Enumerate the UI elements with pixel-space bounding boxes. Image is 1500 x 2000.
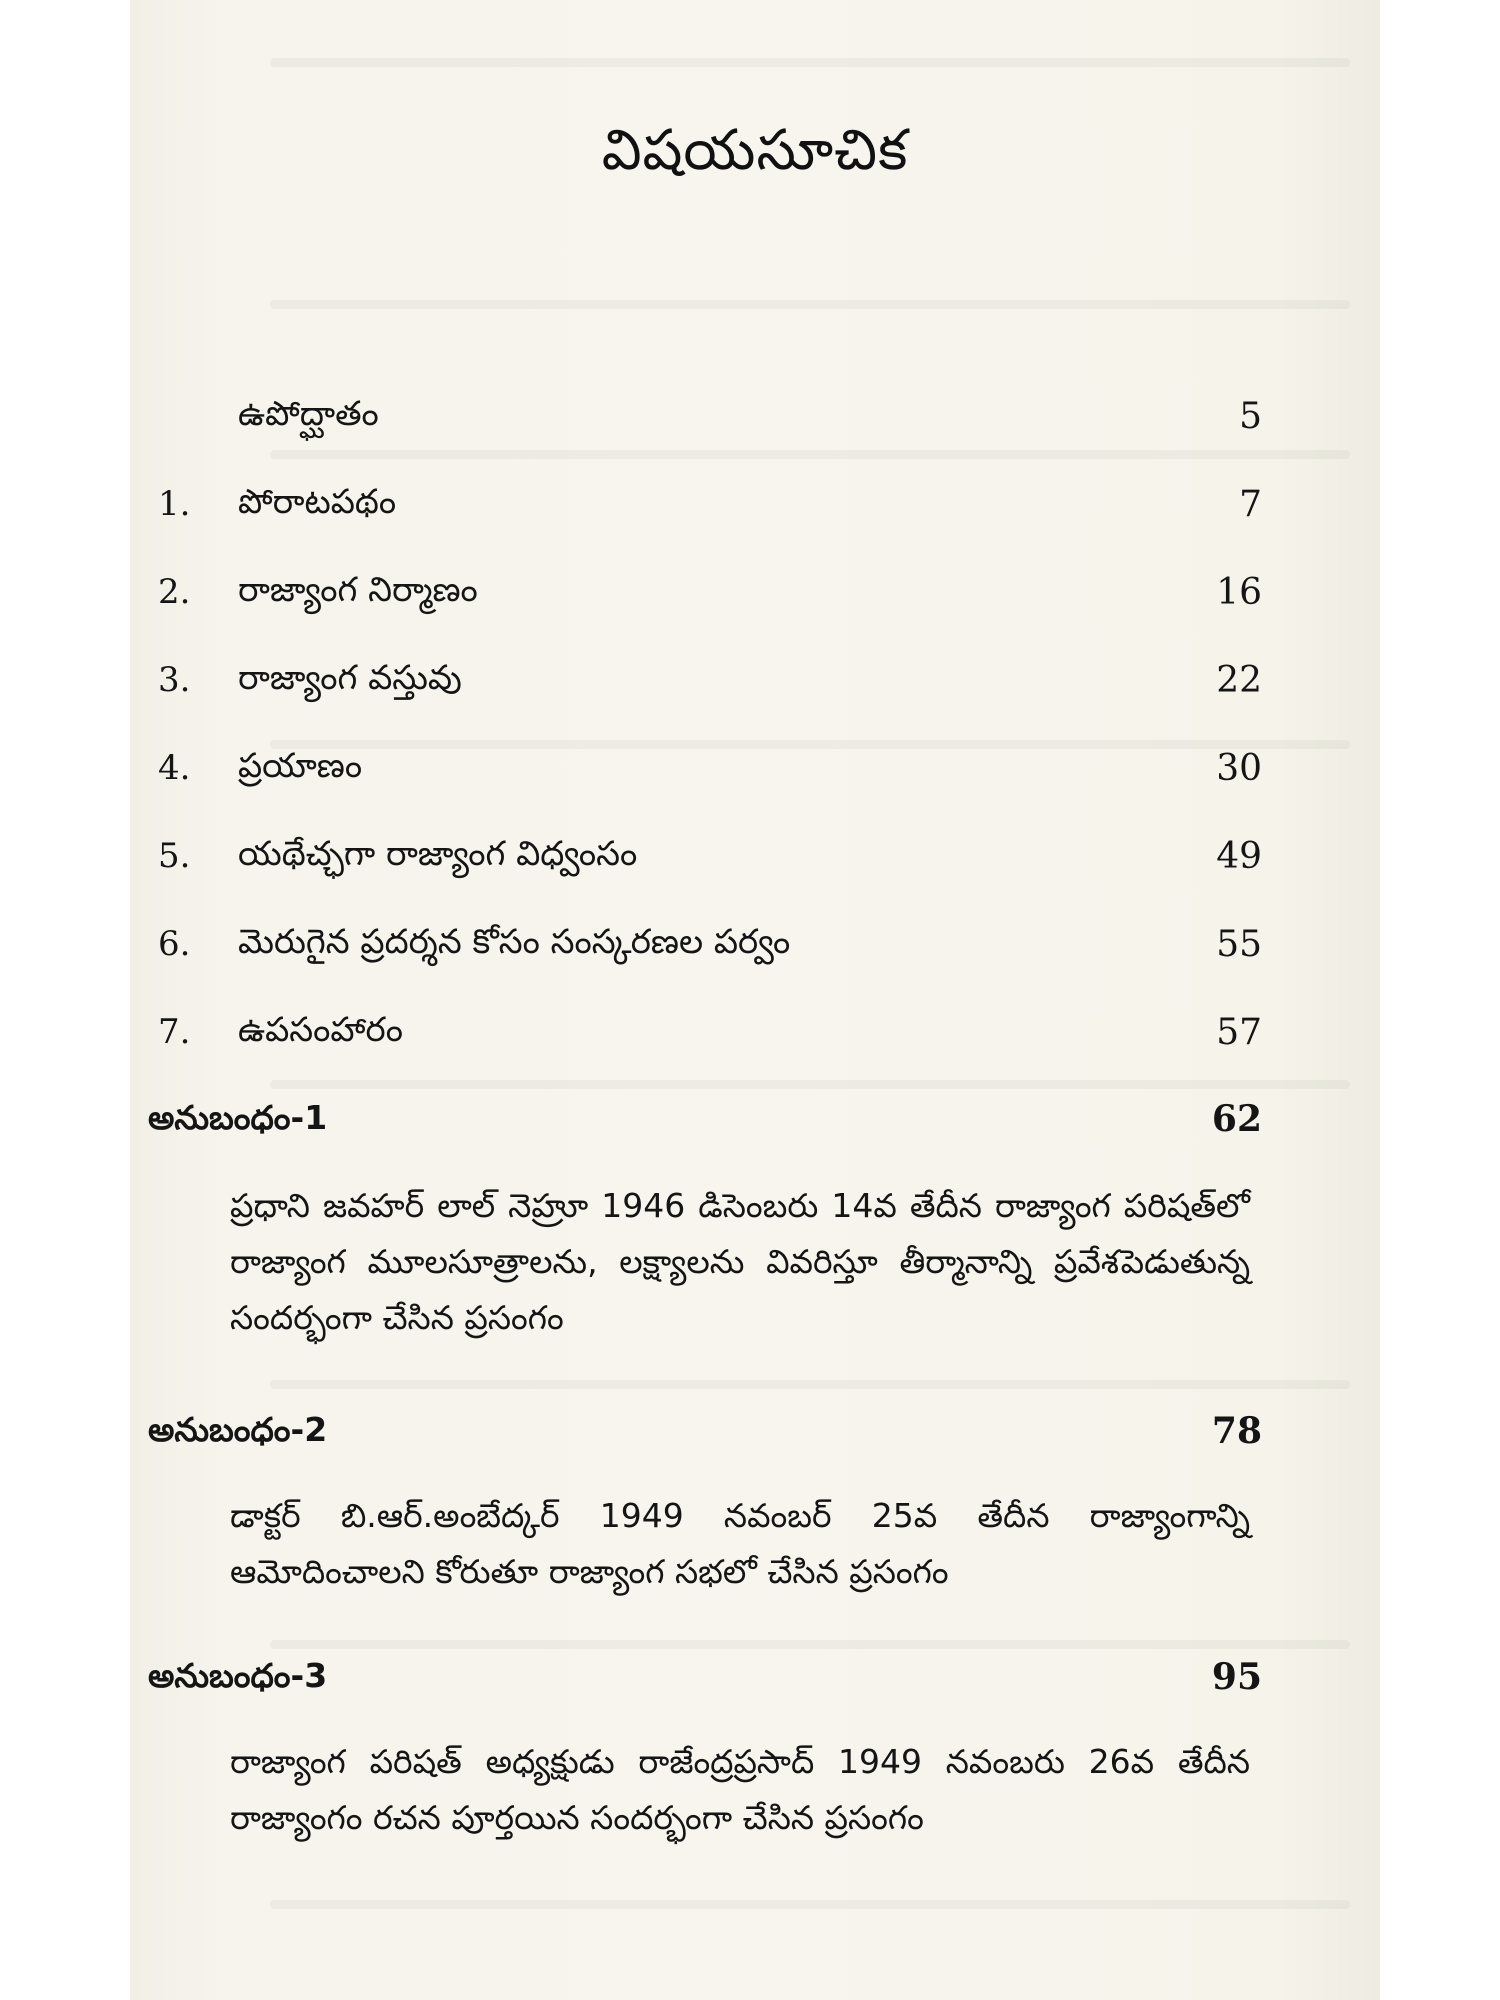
show-through-line [270,1640,1350,1649]
toc-page-number: 16 [1216,572,1262,613]
show-through-line [270,1900,1350,1909]
appendix-1-description: ప్రధాని జవహర్ లాల్ నెహ్రూ 1946 డిసెంబరు 14వ తేదీన రాజ్యాంగ పరిషత్‌లో రాజ్యాంగ మూలసూత్రాలను, లక్ష్యాలను వివరిస్తూ తీర్మానాన్ని ప్రవేశపెడుతున్న సందర్భంగా చేసిన ప్రసంగం [230,1186,1250,1337]
appendix-3-heading[interactable] [148,1652,1380,1702]
show-through-line [270,450,1350,459]
toc-entry[interactable] [130,654,1380,706]
toc-label: రాజ్యాంగ నిర్మాణం [238,570,478,610]
show-through-line [270,1080,1350,1089]
toc-entry[interactable] [130,1006,1380,1058]
show-through-line [270,300,1350,309]
toc-number: 2. [158,572,191,612]
toc-label: ప్రయాణం [238,746,363,786]
toc-label: ఉపసంహారం [238,1010,403,1050]
appendix-label: అనుబంధం-2 [148,1410,328,1449]
appendix-page-number: 95 [1211,1656,1262,1698]
toc-page-number: 55 [1216,924,1262,965]
toc-entry[interactable] [130,478,1380,530]
toc-entry-intro[interactable] [130,390,1380,442]
toc-page-number: 22 [1216,660,1262,701]
toc-number: 4. [158,748,191,788]
page-title: విషయసూచిక [601,118,909,183]
toc-label: పోరాటపథం [238,482,397,522]
appendix-2-heading[interactable] [148,1406,1380,1456]
toc-number: 7. [158,1012,191,1052]
toc-entry[interactable] [130,830,1380,882]
show-through-line [270,58,1350,67]
toc-label: రాజ్యాంగ వస్తువు [238,658,462,698]
toc-page-number: 7 [1239,484,1262,525]
appendix-page-number: 62 [1211,1098,1262,1140]
toc-page-number: 57 [1216,1012,1262,1053]
toc-label: మెరుగైన ప్రదర్శన కోసం సంస్కరణల పర్వం [238,922,791,962]
toc-number: 1. [158,484,191,524]
toc-page-number: 30 [1216,748,1262,789]
appendix-1-heading[interactable] [148,1094,1380,1144]
appendix-2-description: డాక్టర్ బి.ఆర్.అంబేద్కర్ 1949 నవంబర్ 25వ తేదీన రాజ్యాంగాన్ని ఆమోదించాలని కోరుతూ రాజ్యాంగ సభలో చేసిన ప్రసంగం [230,1496,1250,1591]
appendix-label: అనుబంధం-1 [148,1098,328,1137]
book-page [130,0,1380,2000]
toc-entry[interactable] [130,918,1380,970]
toc-page-number: 49 [1216,836,1262,877]
toc-number: 5. [158,836,191,876]
toc-number: 6. [158,924,191,964]
toc-entry[interactable] [130,566,1380,618]
appendix-label: అనుబంధం-3 [148,1656,328,1695]
toc-label: యథేచ్ఛగా రాజ్యాంగ విధ్వంసం [238,834,638,874]
appendix-page-number: 78 [1211,1410,1262,1452]
show-through-line [270,1380,1350,1389]
toc-number: 3. [158,660,191,700]
toc-label: ఉపోద్ఘాతం [238,394,379,434]
appendix-3-description: రాజ్యాంగ పరిషత్ అధ్యక్షుడు రాజేంద్రప్రసాద్ 1949 నవంబరు 26వ తేదీన రాజ్యాంగం రచన పూర్తయిన సందర్భంగా చేసిన ప్రసంగం [230,1742,1250,1837]
toc-page-number: 5 [1239,396,1262,437]
toc-entry[interactable] [130,742,1380,794]
